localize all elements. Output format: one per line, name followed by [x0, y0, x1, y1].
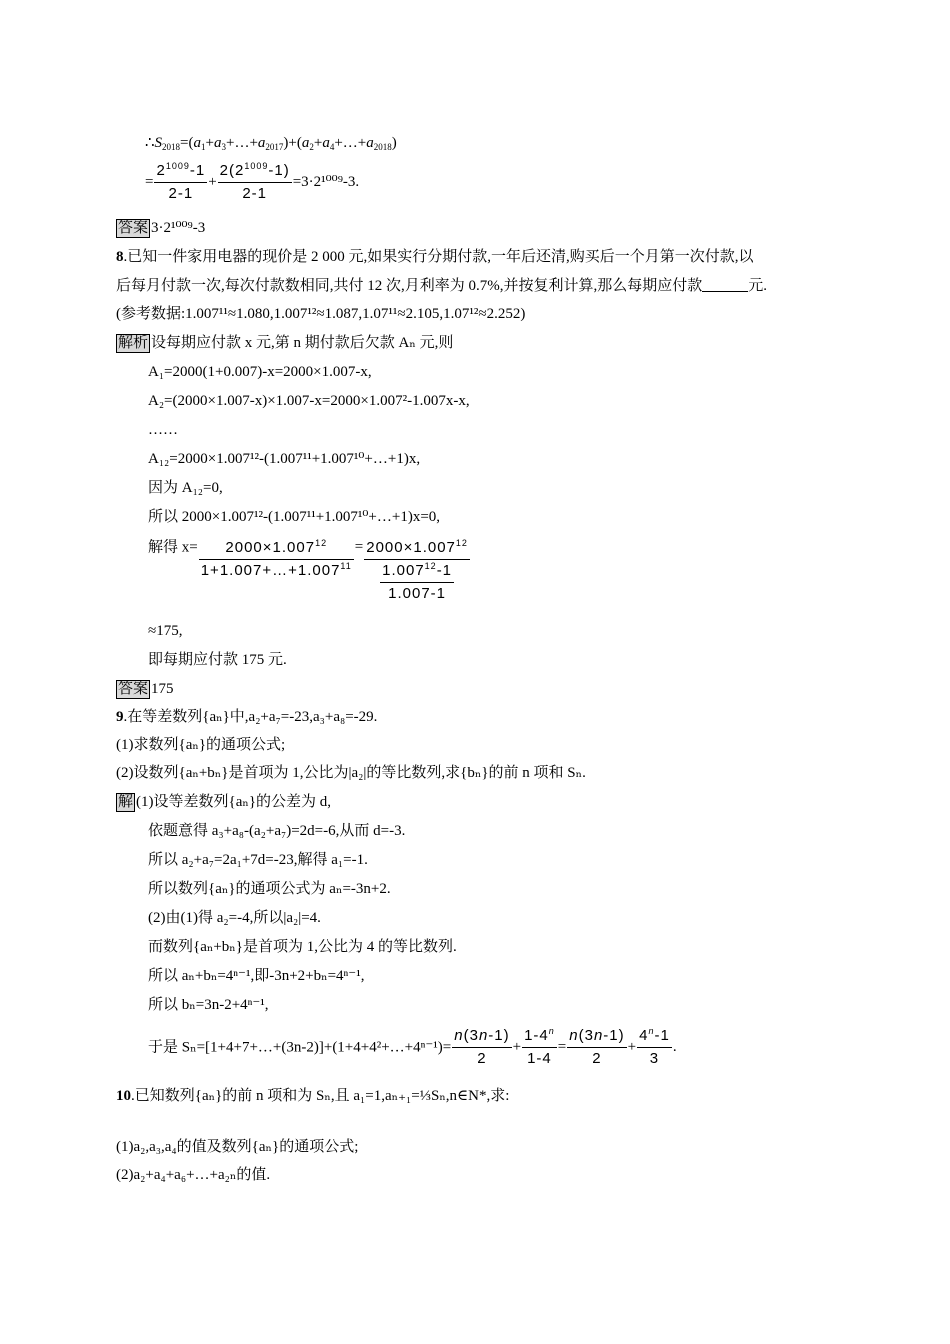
- answer-label: 答案: [118, 220, 149, 236]
- q9-solution-intro: 解 (1)设等差数列{aₙ}的公差为 d,: [118, 794, 332, 810]
- q8-approx: ≈175,: [148, 623, 183, 639]
- answer-value: 175: [151, 681, 174, 697]
- sum-line: $\therefore S_{2018}=(a_1+a_3+\dots+a_{2017})+(a_2+a_4+\dots+a_{2018})$: [145, 135, 397, 152]
- q10-text: 10.已知数列{aₙ}的前 n 项和为 Sₙ,且 a₁=1,aₙ₊₁=⅓Sₙ,n∈N*,求:: [116, 1088, 510, 1104]
- solution-label: 解: [118, 794, 134, 810]
- q10-part-1: (1)a₂,a₃,a₄的值及数列{aₙ}的通项公式;: [116, 1139, 359, 1155]
- q9-part-2: (2)设数列{aₙ+bₙ}是首项为 1,公比为|a₂|的等比数列,求{bₙ}的前 n 项和 Sₙ.: [116, 765, 586, 781]
- q10-part-2: (2)a₂+a₄+a₆+…+a₂ₙ的值.: [116, 1167, 271, 1183]
- q9-step-6: 而数列{aₙ+bₙ}是首项为 1,公比为 4 的等比数列.: [148, 939, 457, 955]
- q8-analysis-intro: 解析 设每期应付款 x 元,第 n 期付款后欠款 Aₙ 元,则: [118, 335, 454, 351]
- q8-reference-data: (参考数据:1.007¹¹≈1.080,1.007¹²≈1.087,1.07¹¹≈2.105,1.07¹²≈2.252): [116, 306, 526, 322]
- q9-step-8: 所以 bₙ=3n-2+4ⁿ⁻¹,: [148, 997, 269, 1013]
- q9-text: 9.在等差数列{aₙ}中,a₂+a₇=-23,a₃+a₈=-29.: [116, 709, 378, 725]
- analysis-label: 解析: [118, 335, 149, 351]
- answer-value: 3·2¹⁰⁰⁹-3: [151, 220, 206, 236]
- q9-step-2: 依题意得 a₃+a₈-(a₂+a₇)=2d=-6,从而 d=-3.: [148, 823, 406, 839]
- q9-step-7: 所以 aₙ+bₙ=4ⁿ⁻¹,即-3n+2+bₙ=4ⁿ⁻¹,: [148, 968, 365, 984]
- q8-step-a2: A₂=(2000×1.007-x)×1.007-x=2000×1.007²-1.007x-x,: [148, 393, 470, 409]
- q9-step-4: 所以数列{aₙ}的通项公式为 aₙ=-3n+2.: [148, 881, 391, 897]
- answer-row-2: [116, 679, 174, 699]
- answer-row-1: [116, 218, 205, 238]
- q8-conclusion: 即每期应付款 175 元.: [148, 652, 287, 668]
- q8-step-so: 所以 2000×1.007¹²-(1.007¹¹+1.007¹⁰+…+1)x=0,: [148, 509, 441, 525]
- q9-sum-formula: 于是 Sₙ=[1+4+7+…+(3n-2)]+(1+4+4²+…+4ⁿ⁻¹)= $\frac{n(3n-1)}{2}$ + $\frac{1-4^n}{1-4}$ = $\frac{n(3n-1)}{2}$ + $\frac{4^n-1}{3}$ .: [148, 1026, 677, 1067]
- q8-step-dots: ……: [148, 422, 178, 438]
- q9-part-1: (1)求数列{aₙ}的通项公式;: [116, 737, 286, 753]
- sum-result-line: = $\frac{2^{1009}-1}{2-1}$ + $\frac{2(2^{1009}-1)}{2-1}$ =3·2¹⁰⁰⁹-3.: [145, 161, 360, 202]
- q8-step-because: 因为 A₁₂=0,: [148, 480, 223, 496]
- answer-blank: [702, 277, 748, 292]
- q8-solve-line: 解得 x= $\frac{2000\times 1.007^{12}}{1+1.007+\dots+1.007^{11}}$ = $\frac{2000\times 1.007^{12}}{\frac{1.007^{12}-1}{1.007-1}}$: [148, 538, 468, 602]
- answer-label: 答案: [118, 681, 149, 697]
- q8-step-a12: A₁₂=2000×1.007¹²-(1.007¹¹+1.007¹⁰+…+1)x,: [148, 451, 421, 467]
- q8-text-line-2: 后每月付款一次,每次付款数相同,共付 12 次,月利率为 0.7%,并按复利计算,那么每期应付款 元.: [116, 278, 768, 294]
- q9-step-3: 所以 a₂+a₇=2a₁+7d=-23,解得 a₁=-1.: [148, 852, 368, 868]
- q8-text-line-1: 8.已知一件家用电器的现价是 2 000 元,如果实行分期付款,一年后还清,购买后一个月第一次付款,以: [116, 249, 754, 265]
- q8-step-a1: A₁=2000(1+0.007)-x=2000×1.007-x,: [148, 364, 372, 380]
- q9-step-5: (2)由(1)得 a₂=-4,所以|a₂|=4.: [148, 910, 321, 926]
